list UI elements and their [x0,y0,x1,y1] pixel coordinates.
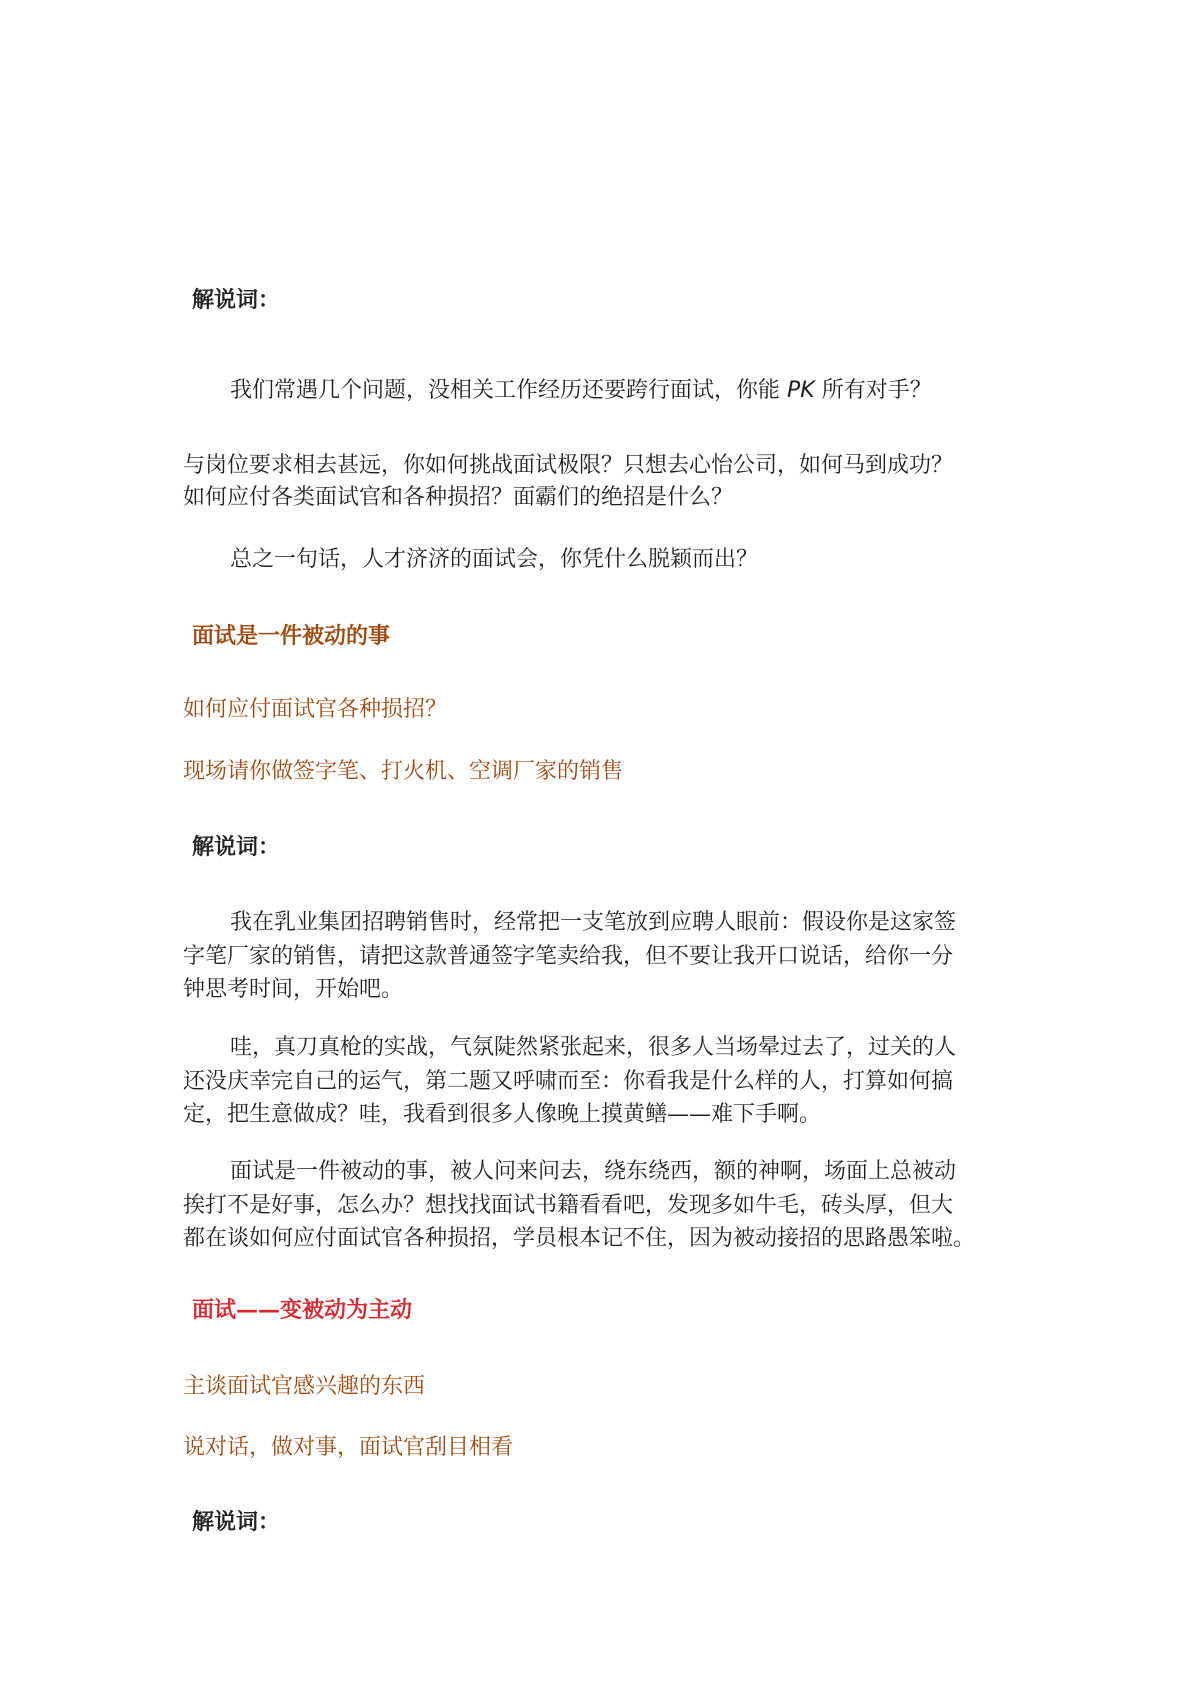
intro-text-end: 所有对手？ [821,378,932,403]
body-paragraph-3-line-1: 面试是一件被动的事，被人问来问去，绕东绕西，额的神啊，场面上总被动 [230,1159,957,1184]
intro-paragraph-3: 总之一句话，人才济济的面试会，你凭什么脱颖而出？ [230,547,759,572]
section-heading-active: 面试——变被动为主动 [192,1297,413,1323]
body-paragraph-1-line-2: 字笔厂家的销售，请把这款普通签字笔卖给我，但不要让我开口说话，给你一分 [183,944,954,969]
commentary-label: 解说词： [192,287,281,313]
subheading-handle-tricks: 如何应付面试官各种损招？ [183,697,448,722]
body-paragraph-3-line-3: 都在谈如何应付面试官各种损招，学员根本记不住，因为被动接招的思路愚笨啦。 [183,1226,976,1251]
intro-paragraph-2-line-1: 与岗位要求相去甚远，你如何挑战面试极限？只想去心怡公司，如何马到成功？ [183,453,954,478]
commentary-label: 解说词： [192,834,281,860]
intro-paragraph-1 [230,372,1080,409]
body-paragraph-2-line-2: 还没庆幸完自己的运气，第二题又呼啸而至：你看我是什么样的人，打算如何搞 [183,1069,954,1094]
commentary-label: 解说词： [192,1509,281,1535]
body-paragraph-2-line-3: 定，把生意做成？哇，我看到很多人像晚上摸黄鳝——难下手啊。 [183,1102,822,1127]
subheading-interests: 主谈面试官感兴趣的东西 [183,1374,426,1399]
subheading-sales-scenario: 现场请你做签字笔、打火机、空调厂家的销售 [183,759,624,784]
intro-text: 我们常遇几个问题，没相关工作经历还要跨行面试，你能 [230,378,781,403]
intro-paragraph-2-line-2: 如何应付各类面试官和各种损招？面霸们的绝招是什么？ [183,485,734,510]
section-heading-passive: 面试是一件被动的事 [192,623,391,649]
body-paragraph-3-line-2: 挨打不是好事，怎么办？想找找面试书籍看看吧，发现多如牛毛，砖头厚，但大 [183,1193,954,1218]
pk-text: PK [780,378,822,403]
body-paragraph-1-line-1: 我在乳业集团招聘销售时，经常把一支笔放到应聘人眼前：假设你是这家签 [230,910,957,935]
body-paragraph-2-line-1: 哇，真刀真枪的实战，气氛陡然紧张起来，很多人当场晕过去了，过关的人 [230,1035,957,1060]
subheading-right-words: 说对话，做对事，面试官刮目相看 [183,1435,514,1460]
body-paragraph-1-line-3: 钟思考时间，开始吧。 [183,977,404,1002]
